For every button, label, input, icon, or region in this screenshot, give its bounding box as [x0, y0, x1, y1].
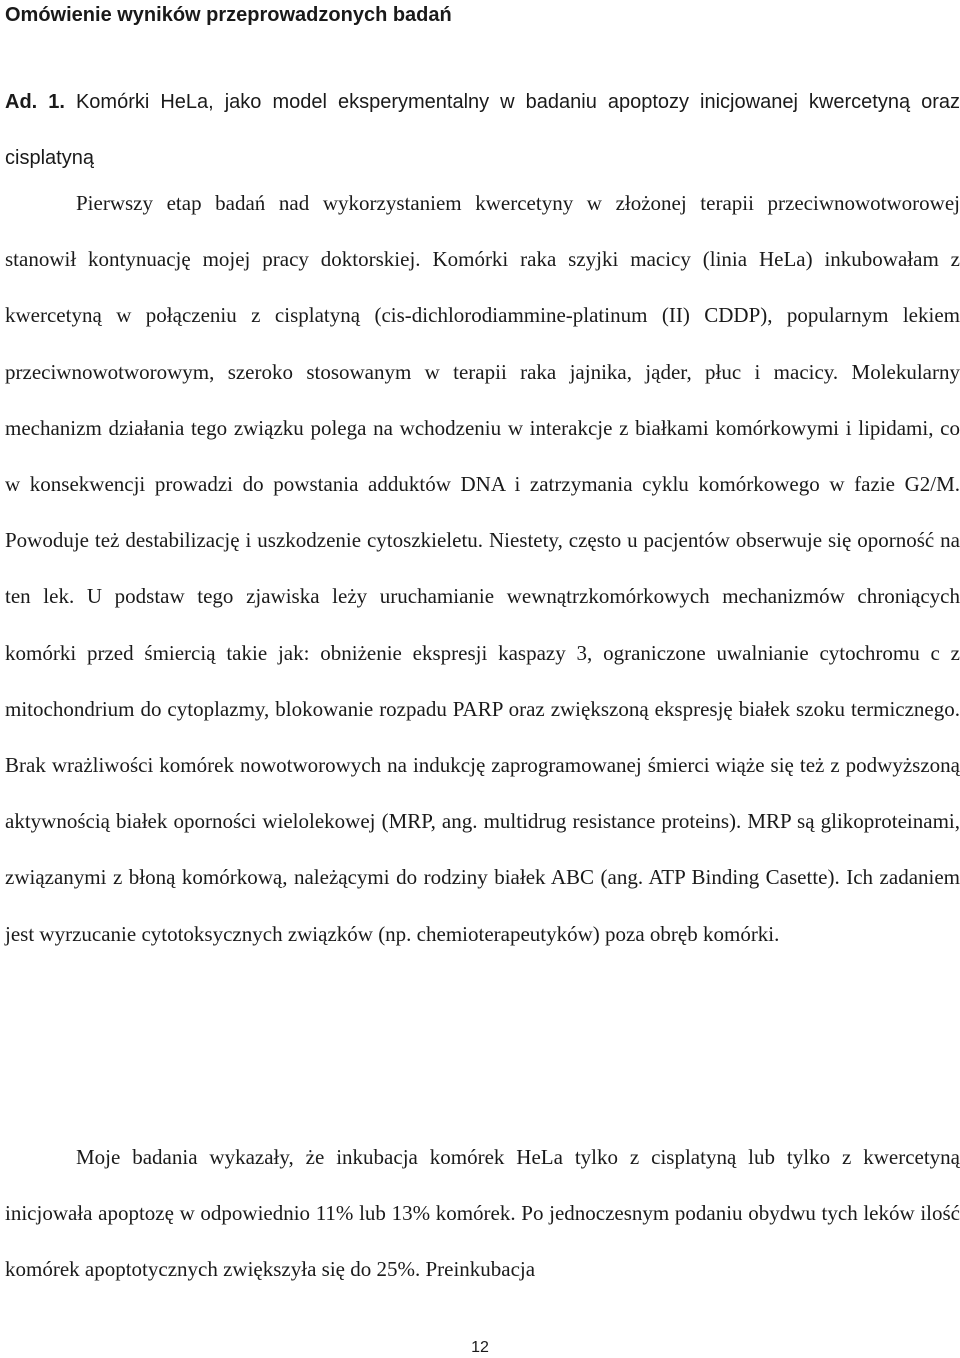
body-paragraph-2: Moje badania wykazały, że inkubacja komórek HeLa tylko z cisplatyną lub tylko z kwercetyną inicjowała apoptozę w odpowiednio 11% lub 13% komórek. Po jednoczesnym podaniu obydwu tych leków ilość komórek apoptotycznych zwiększyła się do 25%. Preinkubacja [5, 1145, 960, 1282]
body-paragraph-1: Pierwszy etap badań nad wykorzystaniem kwercetyny w złożonej terapii przeciwnowotworowej stanowił kontynuację mojej pracy doktorskiej. Komórki raka szyjki macicy (linia HeLa) inkubowałam z kwercetyną w połączeniu z cisplatyną (cis-dichlorodiammine-platinum (II) CDDP), popularnym lekiem przeciwnowotworowym, szeroko stosowanym w terapii raka jajnika, jąder, płuc i macicy. Molekularny mechanizm działania tego związku polega na wchodzeniu w interakcje z białkami komórkowymi i lipidami, co w konsekwencji prowadzi do powstania adduktów DNA i zatrzymania cyklu komórkowego w fazie G2/M. Powoduje też destabilizację i uszkodzenie cytoszkieletu. Niestety, często u pacjentów obserwuje się oporność na ten lek. U podstaw tego zjawiska leży uruchamianie wewnątrzkomórkowych mechanizmów chroniących komórki przed śmiercią takie jak: obniżenie ekspresji kaspazy 3, ograniczone uwalnianie cytochromu c z mitochondrium do cytoplazmy, blokowanie rozpadu PARP oraz zwiększoną ekspresję białek szoku termicznego. Brak wrażliwości komórek nowotworowych na indukcję zaprogramowanej śmierci wiąże się też z podwyższoną aktywnością białek oporności wielolekowej (MRP, ang. multidrug resistance proteins). MRP są glikoproteinami, związanymi z błoną komórkową, należącymi do rodziny białek ABC (ang. ATP Binding Casette). Ich zadaniem jest wyrzucanie cytotoksycznych związków (np. chemioterapeutyków) poza obręb komórki. [5, 191, 960, 946]
page-heading: Omówienie wyników przeprowadzonych badań [5, 4, 452, 26]
section-heading [5, 74, 960, 186]
section-number: Ad. 1. [5, 91, 65, 113]
page-number: 12 [471, 1339, 489, 1356]
section-title: Komórki HeLa, jako model eksperymentalny w badaniu apoptozy inicjowanej kwercetyną oraz cisplatyną [5, 91, 960, 169]
